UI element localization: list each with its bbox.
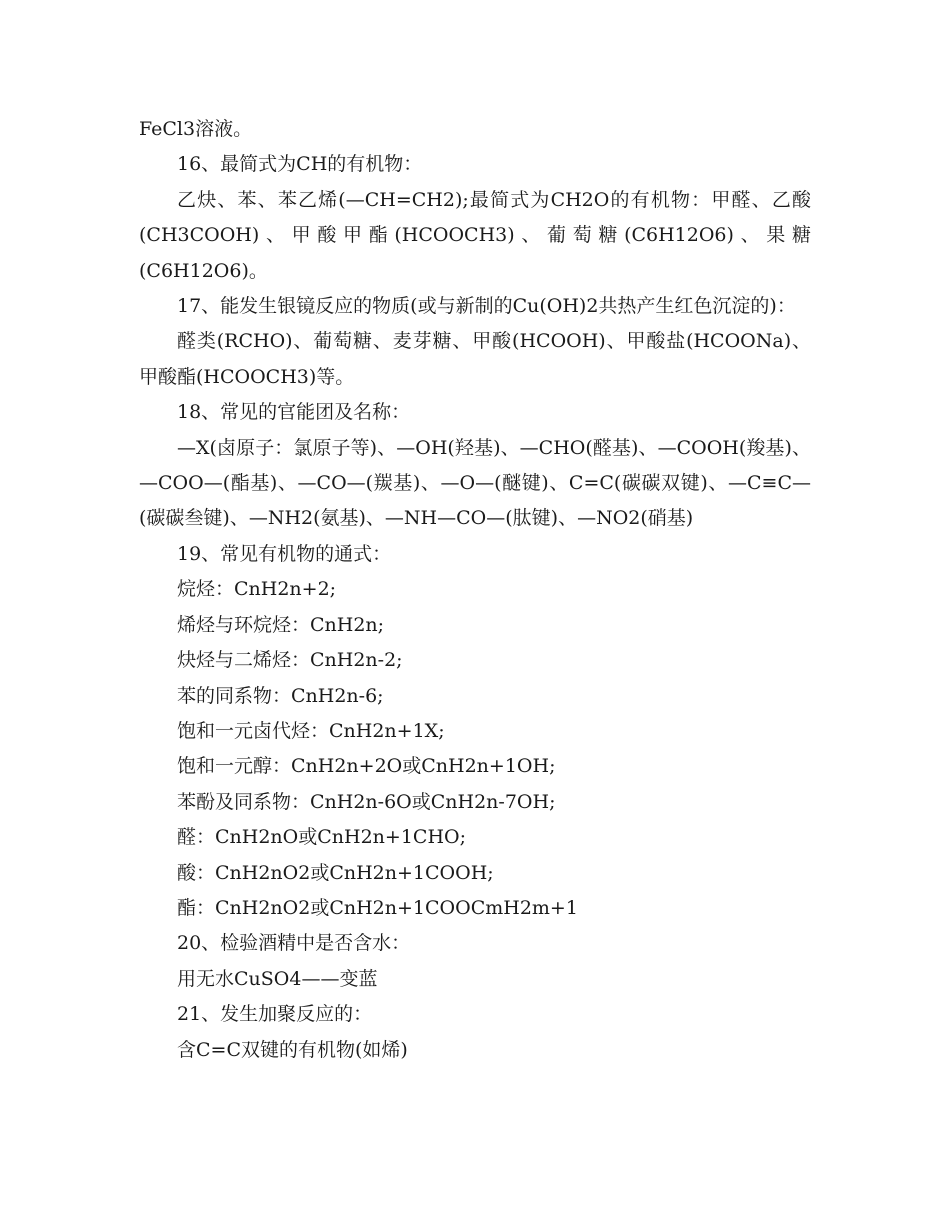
paragraph: 用无水CuSO4——变蓝 — [177, 967, 378, 990]
formula-line: 酯：CnH2nO2或CnH2n+1COOCmH2m+1 — [177, 896, 578, 919]
section-heading-16: 16、最简式为CH的有机物： — [177, 153, 423, 176]
formula-line: 饱和一元醇：CnH2n+2O或CnH2n+1OH; — [177, 755, 556, 778]
paragraph: —X(卤原子：氯原子等)、—OH(羟基)、—CHO(醛基)、—COOH(羧基)、—COO—(酯基)、—CO—(羰基)、—O—(醚键)、C=C(碳碳双键)、—C≡C—(碳碳叁键)、—NH2(氨基)、—NH—CO—(肽键)、—NO2(硝基) — [139, 436, 811, 530]
formula-line: 烷烃：CnH2n+2; — [177, 578, 337, 601]
section-heading-18: 18、常见的官能团及名称： — [177, 401, 411, 424]
formula-line: 烯烃与环烷烃：CnH2n; — [177, 613, 385, 636]
formula-line: 炔烃与二烯烃：CnH2n-2; — [177, 649, 403, 672]
formula-line: 苯的同系物：CnH2n-6; — [177, 684, 384, 707]
paragraph: FeCl3溶液。 — [139, 118, 253, 140]
section-heading-19: 19、常见有机物的通式： — [177, 542, 392, 565]
document-body — [139, 112, 811, 1068]
paragraph: 含C=C双键的有机物(如烯) — [177, 1038, 408, 1061]
paragraph: 醛类(RCHO)、葡萄糖、麦芽糖、甲酸(HCOOH)、甲酸盐(HCOONa)、甲酸酯(HCOOCH3)等。 — [139, 330, 811, 388]
section-heading-20: 20、检验酒精中是否含水： — [177, 932, 411, 955]
formula-line: 苯酚及同系物：CnH2n-6O或CnH2n-7OH; — [177, 790, 556, 813]
formula-line: 醛：CnH2nO或CnH2n+1CHO; — [177, 826, 467, 849]
section-heading-21: 21、发生加聚反应的： — [177, 1003, 373, 1026]
formula-line: 酸：CnH2nO2或CnH2n+1COOH; — [177, 861, 494, 884]
section-heading-17: 17、能发生银镜反应的物质(或与新制的Cu(OH)2共热产生红色沉淀的)： — [177, 295, 796, 318]
paragraph: 乙炔、苯、苯乙烯(—CH=CH2);最简式为CH2O的有机物：甲醛、乙酸(CH3COOH)、甲酸甲酯(HCOOCH3)、葡萄糖(C6H12O6)、果糖(C6H12O6)。 — [139, 188, 811, 282]
formula-line: 饱和一元卤代烃：CnH2n+1X; — [177, 719, 445, 742]
